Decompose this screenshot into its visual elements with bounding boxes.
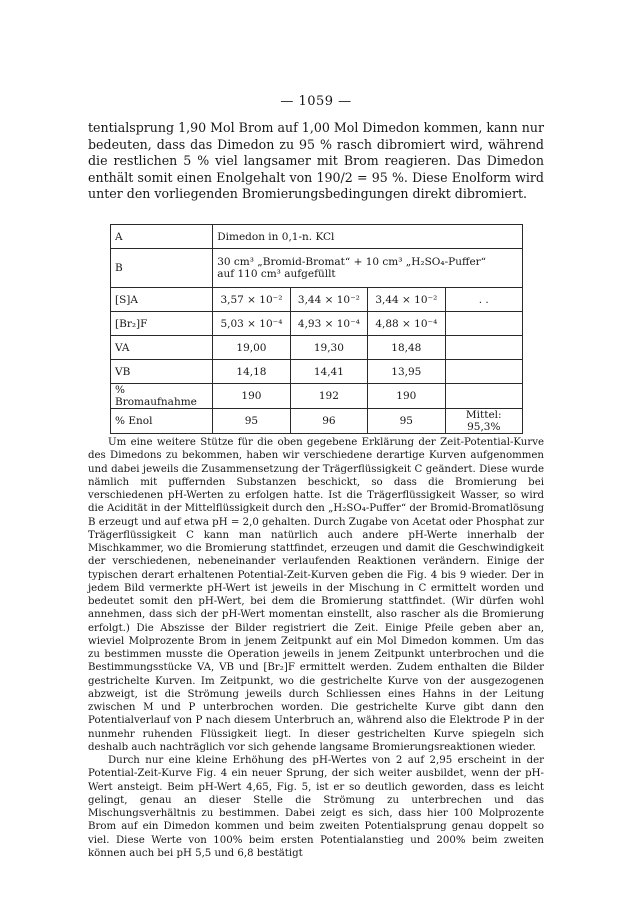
table-row	[111, 336, 523, 360]
intro-paragraph	[88, 120, 544, 203]
body-text	[88, 436, 544, 860]
paragraph: Um eine weitere Stütze für die oben gegebene Erklärung der Zeit-Potential-Kurve des Dimedons zu bekommen, haben wir verschiedene derartige Kurven aufgenommen und dabei jeweils die Zusammensetzung der Trägerflüssigkeit C geändert. Diese wurde nämlich mit puffernden Substanzen beschickt, so dass die Bromierung bei verschiedenen pH-Werten zu erfolgen hatte. Ist die Trägerflüssigkeit Wasser, so wird die Acidität in der Mittelflüssigkeit durch den „H₂SO₄-Puffer“ der Bromid-Bromatlösung B erzeugt und auf etwa pH = 2,0 gehalten. Durch Zugabe von Acetat oder Phosphat zur Trägerflüssigkeit C kann man natürlich auch andere pH-Werte innerhalb der Mischkammer, wo die Bromierung stattfindet, erzeugen und damit die Geschwindigkeit der verschiedenen, nebeneinander verlaufenden Reaktionen verändern. Einige der typischen derart erhaltenen Potential-Zeit-Kurven geben die Fig. 4 bis 9 wieder. Der in jedem Bild vermerkte pH-Wert ist jeweils in der Mischung in C ermittelt worden und bedeutet somit den pH-Wert, bei dem die Bromierung stattfindet. (Wir dürfen wohl annehmen, dass sich der pH-Wert momentan einstellt, also rascher als die Bromierung erfolgt.) Die Abszisse der Bilder registriert die Zeit. Einige Pfeile geben aber an, wieviel Molprozente Brom in jenem Zeitpunkt auf ein Mol Dimedon kommen. Um das zu bestimmen musste die Operation jeweils in jenem Zeitpunkt unterbrochen und die Bestimmungsstücke VA, VB und [Br₂]F ermittelt werden. Zudem enthalten die Bilder gestrichelte Kurven. Im Zeitpunkt, wo die gestrichelte Kurve von der ausgezogenen abzweigt, ist die Strömung jeweils durch Schliessen eines Hahns in der Leitung zwischen M und P unterbrochen worden. Die gestrichelte Kurve gibt dann den Potentialverlauf von P nach diesem Unterbruch an, während also die Elektrode P in der nunmehr ruhenden Flüssigkeit liegt. In dieser gestrichelten Kurve spiegeln sich deshalb auch nachträglich vor sich gehende langsame Bromierungsreaktionen wieder.	[88, 437, 544, 753]
paragraph: Durch nur eine kleine Erhöhung des pH-Wertes von 2 auf 2,95 erscheint in der Potential-Zeit-Kurve Fig. 4 ein neuer Sprung, der sich weiter ausbildet, wenn der pH-Wert ansteigt. Beim pH-Wert 4,65, Fig. 5, ist er so deutlich geworden, dass es leicht gelingt, genau an dieser Stelle die Strömung zu unterbrechen und das Mischungsverhältnis zu bestimmen. Dabei zeigt es sich, dass hier 100 Molprozente Brom auf ein Dimedon kommen und beim zweiten Potentialsprung genau doppelt so viel. Diese Werte von 100% beim ersten Potentialanstieg und 200% beim zweiten können auch bei pH 5,5 und 6,8 bestätigt	[88, 755, 544, 859]
table-cell	[445, 312, 522, 336]
row-label: [S]A	[111, 288, 213, 312]
table-cell	[445, 360, 522, 384]
table-cell: Mittel: 95,3%	[445, 409, 522, 434]
table-row	[111, 312, 523, 336]
row-label-a: A	[111, 225, 213, 249]
row-label-b: B	[111, 249, 213, 288]
table-cell: 96	[290, 409, 367, 434]
table-cell: 190	[368, 384, 445, 409]
table-cell: 18,48	[368, 336, 445, 360]
row-label: VA	[111, 336, 213, 360]
row-label: % Enol	[111, 409, 213, 434]
table-cell: 14,18	[213, 360, 290, 384]
table-cell	[445, 384, 522, 409]
table-cell	[445, 336, 522, 360]
table-row	[111, 360, 523, 384]
table-cell: 4,93 × 10⁻⁴	[290, 312, 367, 336]
table-cell: 95	[368, 409, 445, 434]
row-label: % Bromaufnahme	[111, 384, 213, 409]
row-a-value: Dimedon in 0,1-n. KCl	[213, 225, 523, 249]
table-cell: 19,30	[290, 336, 367, 360]
table-cell: 192	[290, 384, 367, 409]
table-cell: 3,57 × 10⁻²	[213, 288, 290, 312]
table-row	[111, 288, 523, 312]
table-cell: . .	[445, 288, 522, 312]
intro-text: tentialsprung 1,90 Mol Brom auf 1,00 Mol Dimedon kommen, kann nur bedeuten, dass das Dimedon zu 95 % rasch dibromiert wird, während die restlichen 5 % viel langsamer mit Brom reagieren. Das Dimedon enthält somit einen Enolgehalt von 190/2 = 95 %. Diese Enolform wird unter den vorliegenden Bromierungsbedingungen direkt dibromiert.	[88, 120, 544, 201]
table-cell: 5,03 × 10⁻⁴	[213, 312, 290, 336]
table-cell: 19,00	[213, 336, 290, 360]
table-cell: 95	[213, 409, 290, 434]
results-table	[110, 224, 523, 434]
table-cell: 190	[213, 384, 290, 409]
row-b-value	[213, 249, 523, 288]
row-label: VB	[111, 360, 213, 384]
table-cell: 13,95	[368, 360, 445, 384]
table-cell: 14,41	[290, 360, 367, 384]
table-row	[111, 409, 523, 434]
row-b-line2: auf 110 cm³ aufgefüllt	[217, 268, 336, 280]
table-row-a	[111, 225, 523, 249]
table-row	[111, 384, 523, 409]
table-cell: 4,88 × 10⁻⁴	[368, 312, 445, 336]
table-cell: 3,44 × 10⁻²	[368, 288, 445, 312]
row-label: [Br₂]F	[111, 312, 213, 336]
page-number: — 1059 —	[280, 94, 352, 109]
row-b-line1: 30 cm³ „Bromid-Bromat“ + 10 cm³ „H₂SO₄-Puffer“	[217, 256, 487, 268]
table-row-b	[111, 249, 523, 288]
table-cell: 3,44 × 10⁻²	[290, 288, 367, 312]
